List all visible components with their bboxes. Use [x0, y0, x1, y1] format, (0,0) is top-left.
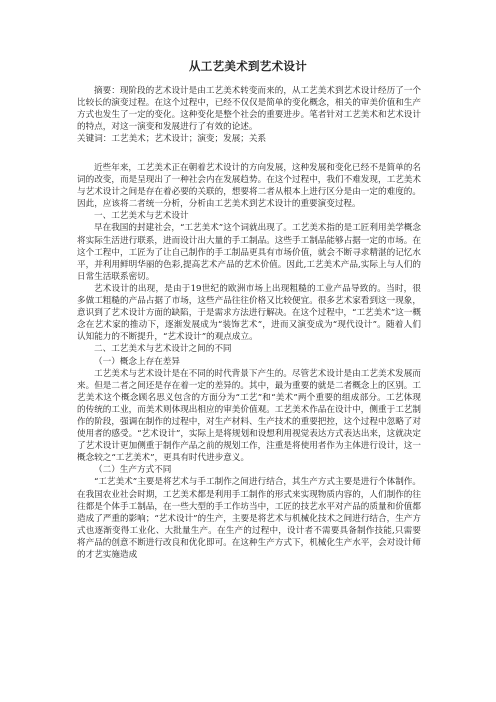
intro-paragraph: 近些年来，工艺美术正在朝着艺术设计的方向发展，这种发展和变化已经不是简单的名词的改变，而是呈现出了一种社会内在发展趋势。在这个过程中，我们不难发现，工艺美术与艺术设计之间是存在着必要的关联的，想要将二者从根本上进行区分是由一定的难度的。因此，应该将二者统一分析，分析由工艺美术到艺术设计的重要演变过程。: [77, 163, 421, 210]
keywords-text: 关键词：工艺美术；艺术设计；演变；发展；关系: [77, 134, 267, 145]
subheading-production: （二）生产方式不同: [94, 465, 172, 476]
doc-title: 从工艺美术到艺术设计: [189, 59, 307, 73]
heading-section-1: 一、工艺美术与艺术设计: [94, 211, 189, 222]
paragraph-2: 艺术设计的出现，是由于19世纪的欧洲市场上出现粗糙的工业产品导致的。当时，很多做工粗糙的产品占据了市场，这些产品往往价格又比较便宜。很多艺术家看到这一现象，意识到了艺术设计方面的缺陷，于是需求方法进行解决。在这个过程中，“工艺美术”这一概念在艺术家的推动下，逐渐发展成为“装饰艺术”，进而又演变成为“现代设计”。随着人们认知能力的不断提升，“艺术设计”的观点成立。: [77, 283, 421, 343]
abstract-section: [77, 85, 421, 145]
paragraph-3: 工艺美术与艺术设计是在不同的时代背景下产生的。尽管艺术设计是由工艺美术发展而来。但是二者之间还是存在着一定的差异的。其中，最为重要的就是二者概念上的区别。工艺美术这个概念顾名思义包含的方面分为“工艺”和“美术”两个重要的组成部分。工艺体现的传统的工业，而美术则体现出相应的审美价值观。工艺美术作品在设计中，侧重于工艺制作的阶段，强调在制作的过程中，对生产材料、生产技术的重要把控，这个过程中忽略了对使用者的感受。“艺术设计”，实际上是将规划和设想利用视觉表达方式表达出来，这就决定了艺术设计更加侧重于制作产品之前的规划工作，注重是将使用者作为主体进行设计，这一概念较之“工艺美术”，更具有时代进步意义。: [77, 368, 421, 464]
heading-section-2: 二、工艺美术与艺术设计之间的不同: [94, 344, 232, 355]
paragraph-4: “工艺美术”主要是将艺术与手工制作之间进行结合，其生产方式主要是进行个体制作。在我国农业社会时期，工艺美术都是利用手工制作的形式来实现物质内容的，人们制作的往往都是个体手工制品，在一些大型的手工作坊当中，工匠的技艺水平对产品的质量和价值都造成了严重的影响；“艺术设计”的生产，主要是将艺术与机械化技术之间进行结合，生产方式也逐渐变得工业化、大批量生产。在生产的过程中，设计者不需要具备制作技能,只需要将产品的创意不断进行改良和优化即可。在这种生产方式下，机械化生产水平，会对设计师的才艺实施造成: [77, 477, 421, 560]
paragraph-1: 早在我国的封建社会，“工艺美术”这个词就出现了。工艺美术指的是工匠利用美学概念将实际生活进行联系，进而设计出大量的手工制品。这些手工制品能够占据一定的市场。在这个工程中，工匠为了让自己制作的手工制品更具有市场价值，就会不断寻求精湛的记忆水平，并利用鲜明华丽的色彩,提高艺术产品的艺术价值。因此,工艺美术产品,实际上与人们的日常生活联系密切。: [77, 223, 421, 282]
body-section: [77, 162, 421, 561]
abstract-text: 摘要：现阶段的艺术设计是由工艺美术转变而来的，从工艺美术到艺术设计经历了一个比较长的演变过程。在这个过程中，已经不仅仅是简单的变化概念，相关的审美价值和生产方式也发生了一定的变化。这种变化是整个社会的重要进步。笔者针对工艺美术和艺术设计的特点，对这一演变和发展进行了有效的论述。: [77, 86, 421, 133]
subheading-concept: （一）概念上存在差异: [94, 356, 180, 367]
